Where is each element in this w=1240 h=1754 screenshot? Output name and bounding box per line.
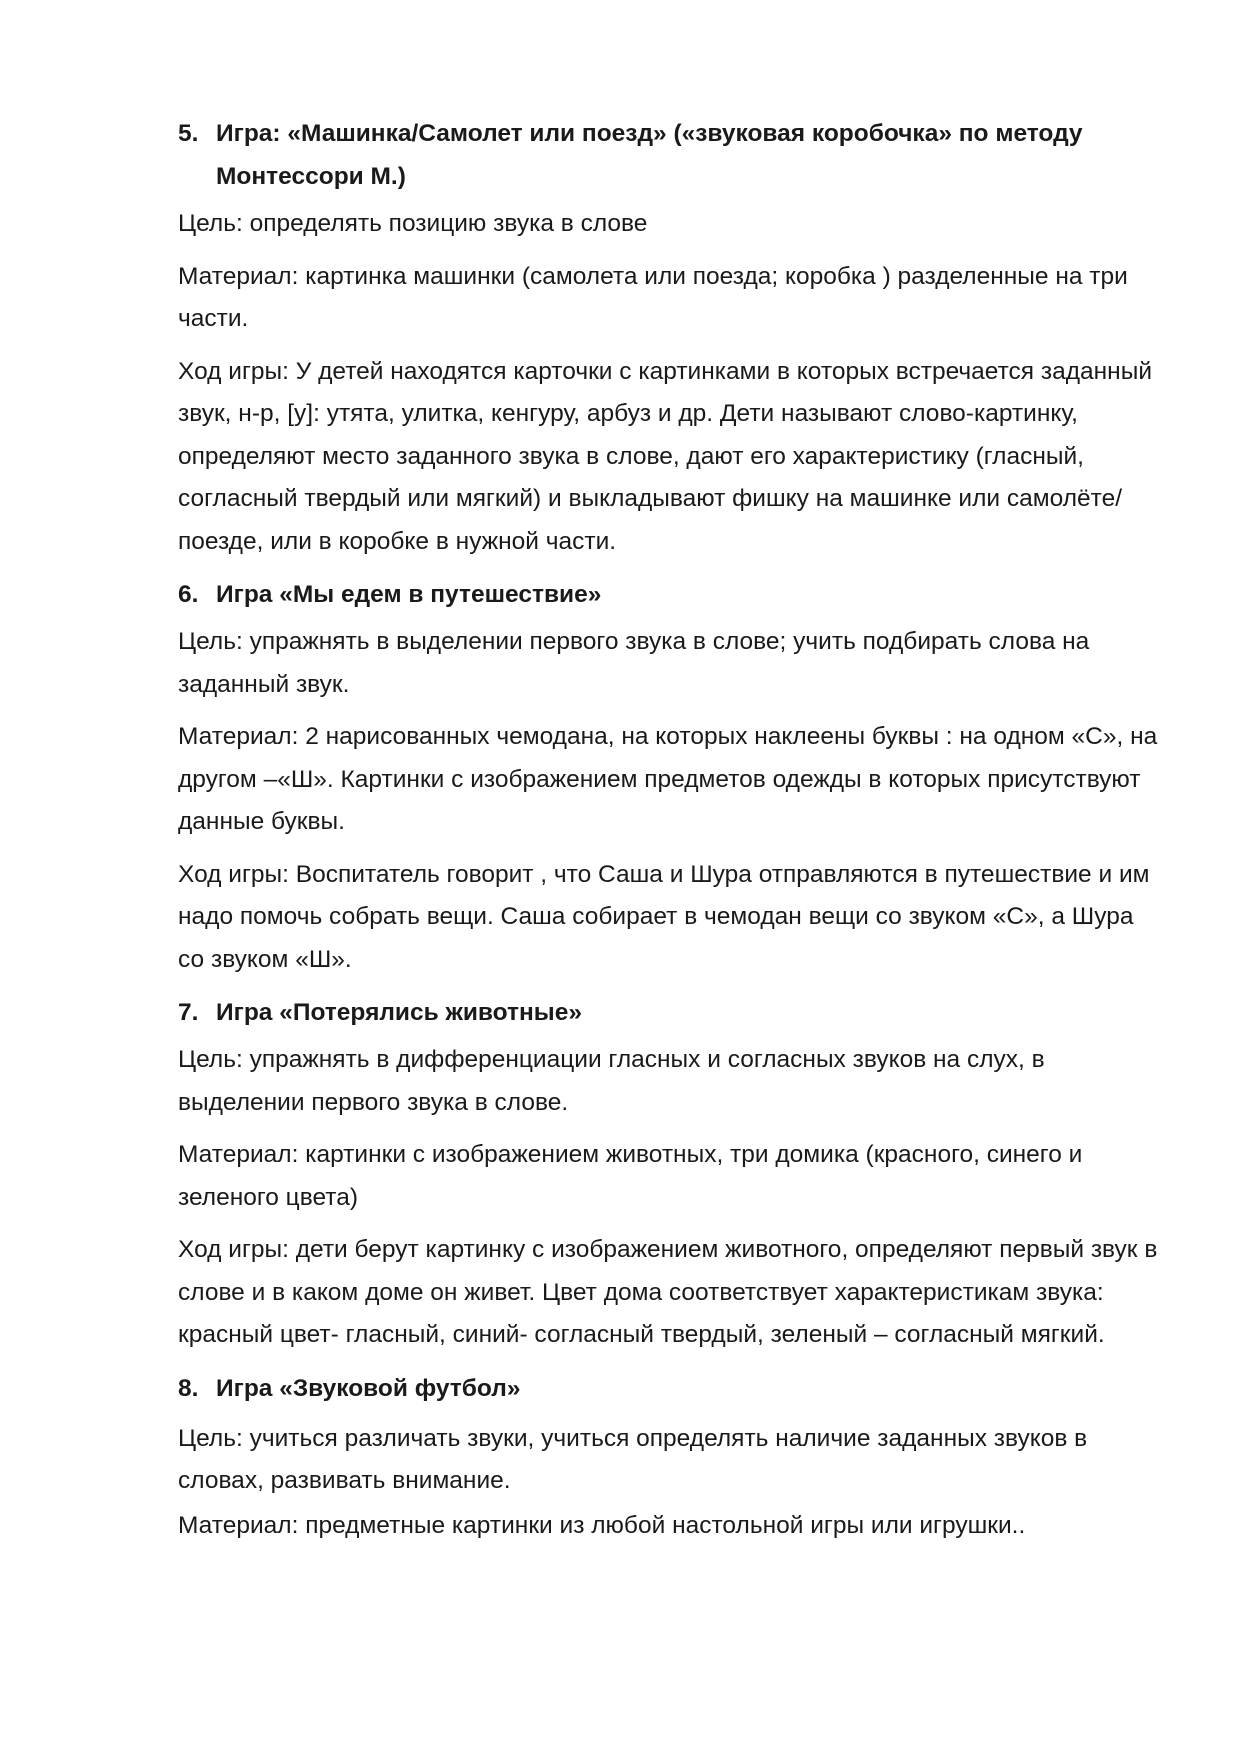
section-number: 7. bbox=[178, 999, 199, 1026]
material-paragraph: Материал: 2 нарисованных чемодана, на которых наклеены буквы : на одном «С», на другом –«Ш». Картинки с изображением предметов одежды в которых присутствуют данные буквы. bbox=[178, 723, 1158, 835]
section-number: 8. bbox=[178, 1374, 199, 1402]
section-heading bbox=[178, 573, 1163, 616]
section-heading bbox=[178, 1367, 1163, 1410]
section-title: Игра: «Машинка/Самолет или поезд» («звуковая коробочка» по методу Монтессори М.) bbox=[216, 120, 1083, 190]
section-heading bbox=[178, 112, 1163, 198]
game-section-8 bbox=[178, 1367, 1163, 1548]
game-section-7 bbox=[178, 991, 1163, 1357]
goal-paragraph: Цель: учиться различать звуки, учиться определять наличие заданных звуков в словах, развивать внимание. bbox=[178, 1424, 1088, 1494]
goal-paragraph: Цель: упражнять в выделении первого звука в слове; учить подбирать слова на заданный звук. bbox=[178, 628, 1090, 698]
process-paragraph: Ход игры: У детей находятся карточки с картинками в которых встречается заданный звук, н-р, [у]: утята, улитка, кенгуру, арбуз и др. Дети называют слово-картинку, определяют место заданного звука в слове, дают его характеристику (гласный, согласный твердый или мягкий) и выкладывают фишку на машинке или самолёте/поезде, или в коробке в нужной части. bbox=[178, 357, 1153, 555]
game-section-6 bbox=[178, 573, 1163, 981]
material-paragraph: Материал: картинка машинки (самолета или поезда; коробка ) разделенные на три части. bbox=[178, 262, 1128, 332]
section-heading bbox=[178, 991, 1163, 1034]
section-number: 5. bbox=[178, 120, 199, 147]
section-title: Игра «Мы едем в путешествие» bbox=[216, 581, 602, 608]
section-number: 6. bbox=[178, 581, 199, 608]
process-paragraph: Ход игры: дети берут картинку с изображением животного, определяют первый звук в слове и в каком доме он живет. Цвет дома соответствует характеристикам звука: красный цвет- гласный, синий- согласный твердый, зеленый – согласный мягкий. bbox=[178, 1236, 1158, 1348]
game-section-5 bbox=[178, 112, 1163, 563]
document-content bbox=[178, 112, 1163, 1557]
material-paragraph: Материал: предметные картинки из любой настольной игры или игрушки.. bbox=[178, 1511, 1026, 1539]
goal-paragraph: Цель: упражнять в дифференциации гласных и согласных звуков на слух, в выделении первого звука в слове. bbox=[178, 1046, 1045, 1116]
process-paragraph: Ход игры: Воспитатель говорит , что Саша и Шура отправляются в путешествие и им надо помочь собрать вещи. Саша собирает в чемодан вещи со звуком «С», а Шура со звуком «Ш». bbox=[178, 860, 1150, 973]
section-title: Игра «Звуковой футбол» bbox=[216, 1374, 521, 1402]
material-paragraph: Материал: картинки с изображением животных, три домика (красного, синего и зеленого цвета) bbox=[178, 1141, 1083, 1211]
goal-paragraph: Цель: определять позицию звука в слове bbox=[178, 210, 648, 237]
section-title: Игра «Потерялись животные» bbox=[216, 999, 582, 1026]
